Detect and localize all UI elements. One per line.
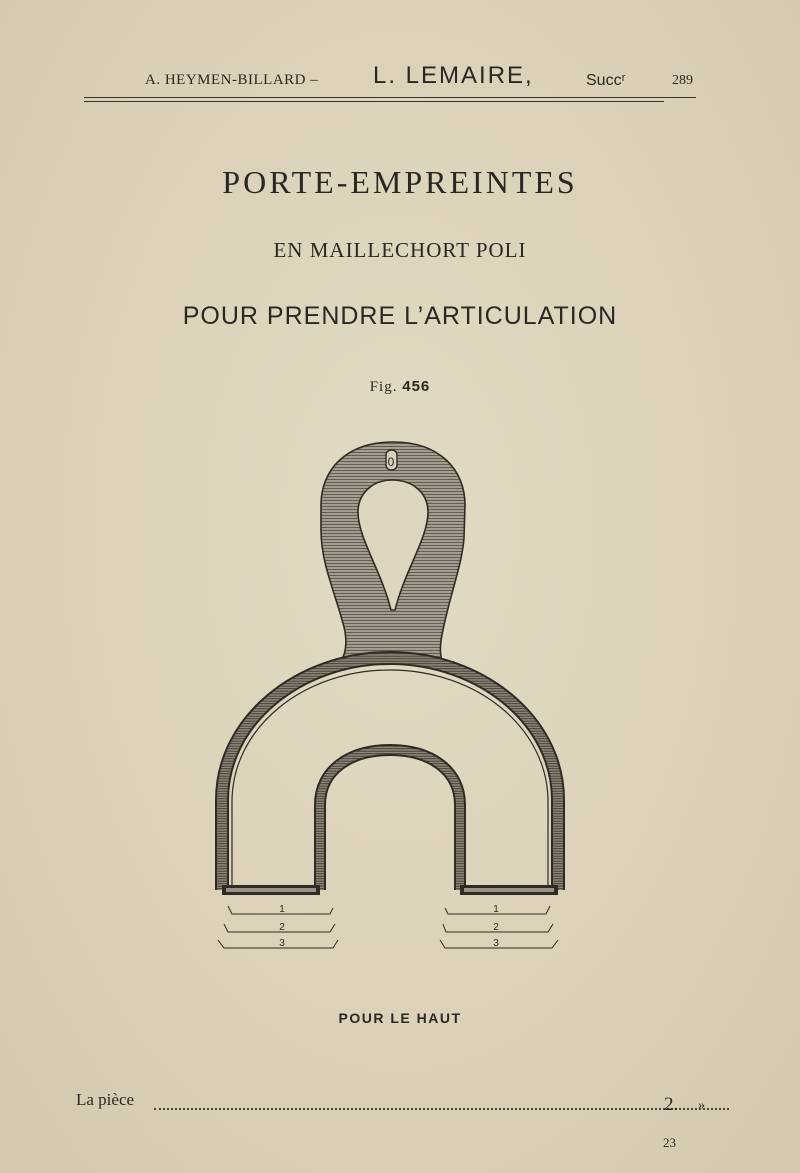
figure-number: 456: [402, 378, 431, 395]
page-title: PORTE-EMPREINTES: [222, 164, 578, 200]
page-number: 289: [672, 73, 693, 88]
header-rule: [84, 97, 696, 98]
size-label-left-2: 2: [279, 922, 285, 933]
running-header: [0, 62, 800, 102]
price-label: La pièce: [76, 1090, 135, 1109]
price-value: 2.: [664, 1094, 679, 1115]
size-scale-right: [440, 906, 558, 948]
size-label-left-3: 3: [279, 938, 285, 949]
header-successor: Succʳ: [586, 72, 626, 89]
price-leader-dots: [154, 1096, 729, 1110]
size-label-right-3: 3: [493, 938, 499, 949]
size-label-left-1: 1: [279, 904, 285, 915]
purpose-heading: POUR PRENDRE L’ARTICULATION: [182, 302, 618, 330]
impression-tray-illustration: [200, 430, 580, 970]
figure-caption: POUR LE HAUT: [338, 1010, 462, 1026]
size-label-right-2: 2: [493, 922, 499, 933]
tray-rim: [222, 658, 558, 890]
size-scale-left: [218, 906, 338, 948]
tray-handle: [321, 442, 465, 664]
header-rule-double: [84, 101, 664, 102]
price-row: [76, 1090, 716, 1120]
signature-number: 23: [663, 1135, 676, 1150]
figure-prefix: Fig.: [369, 379, 398, 395]
header-company: A. HEYMEN-BILLARD –: [145, 72, 319, 88]
handle-mark: 0: [387, 455, 395, 469]
header-name: L. LEMAIRE,: [373, 62, 534, 89]
price-unit: »: [698, 1098, 705, 1113]
subtitle: EN MAILLECHORT POLI: [273, 238, 527, 262]
size-label-right-1: 1: [493, 904, 499, 915]
figure-label: [0, 378, 800, 396]
